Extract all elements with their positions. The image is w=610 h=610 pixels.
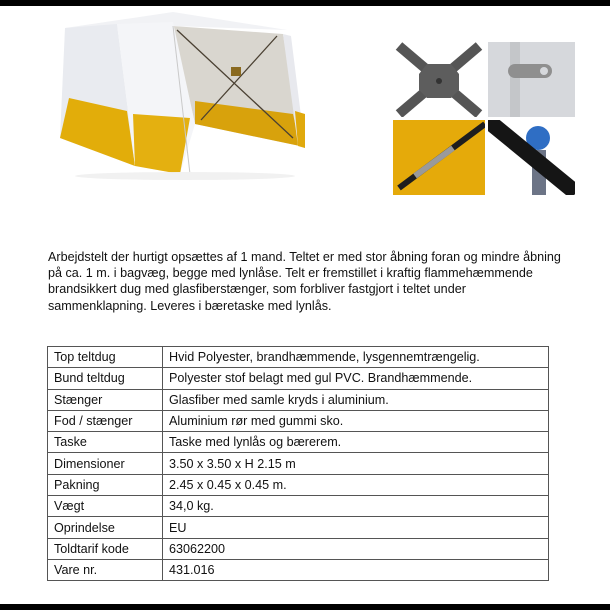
- spec-value: Aluminium rør med gummi sko.: [163, 410, 549, 431]
- spec-label: Toldtarif kode: [48, 538, 163, 559]
- spec-label: Oprindelse: [48, 517, 163, 538]
- tent-image: [55, 6, 305, 186]
- table-row: [48, 474, 549, 495]
- detail-collage: [393, 42, 575, 195]
- spec-value: Polyester stof belagt med gul PVC. Brandhæmmende.: [163, 368, 549, 389]
- table-row: [48, 559, 549, 580]
- table-row: [48, 347, 549, 368]
- spec-value: 63062200: [163, 538, 549, 559]
- carry-bag-image: [488, 120, 575, 195]
- bottom-border-bar: [0, 604, 610, 610]
- table-row: [48, 432, 549, 453]
- spec-table: [47, 346, 549, 581]
- zipper-image: [488, 42, 575, 117]
- spec-label: Pakning: [48, 474, 163, 495]
- spec-label: Fod / stænger: [48, 410, 163, 431]
- spec-value: 431.016: [163, 559, 549, 580]
- table-row: [48, 453, 549, 474]
- spec-value: 2.45 x 0.45 x 0.45 m.: [163, 474, 549, 495]
- spec-label: Vægt: [48, 496, 163, 517]
- spec-label: Bund teltdug: [48, 368, 163, 389]
- table-row: [48, 389, 549, 410]
- spec-label: Vare nr.: [48, 559, 163, 580]
- table-row: [48, 496, 549, 517]
- cross-joint-image: [393, 42, 485, 117]
- table-row: [48, 517, 549, 538]
- spec-value: 34,0 kg.: [163, 496, 549, 517]
- spec-label: Stænger: [48, 389, 163, 410]
- product-description: Arbejdstelt der hurtigt opsættes af 1 mand. Teltet er med stor åbning foran og mindre åbning på ca. 1 m. i bagvæg, begge med lynlåse. Telt er fremstillet i kraftig flammehæmmende brandsikkert dug med glasfiberstænger, som forbliver fastgjort i teltet under sammenklapning. Leveres i bæretaske med lynlås.: [48, 250, 561, 313]
- pole-image: [393, 120, 485, 195]
- table-row: [48, 410, 549, 431]
- spec-value: Hvid Polyester, brandhæmmende, lysgennemtrængelig.: [163, 347, 549, 368]
- table-row: [48, 538, 549, 559]
- spec-value: EU: [163, 517, 549, 538]
- spec-value: 3.50 x 3.50 x H 2.15 m: [163, 453, 549, 474]
- spec-value: Glasfiber med samle kryds i aluminium.: [163, 389, 549, 410]
- spec-label: Dimensioner: [48, 453, 163, 474]
- spec-value: Taske med lynlås og bærerem.: [163, 432, 549, 453]
- spec-label: Taske: [48, 432, 163, 453]
- spec-label: Top teltdug: [48, 347, 163, 368]
- table-row: [48, 368, 549, 389]
